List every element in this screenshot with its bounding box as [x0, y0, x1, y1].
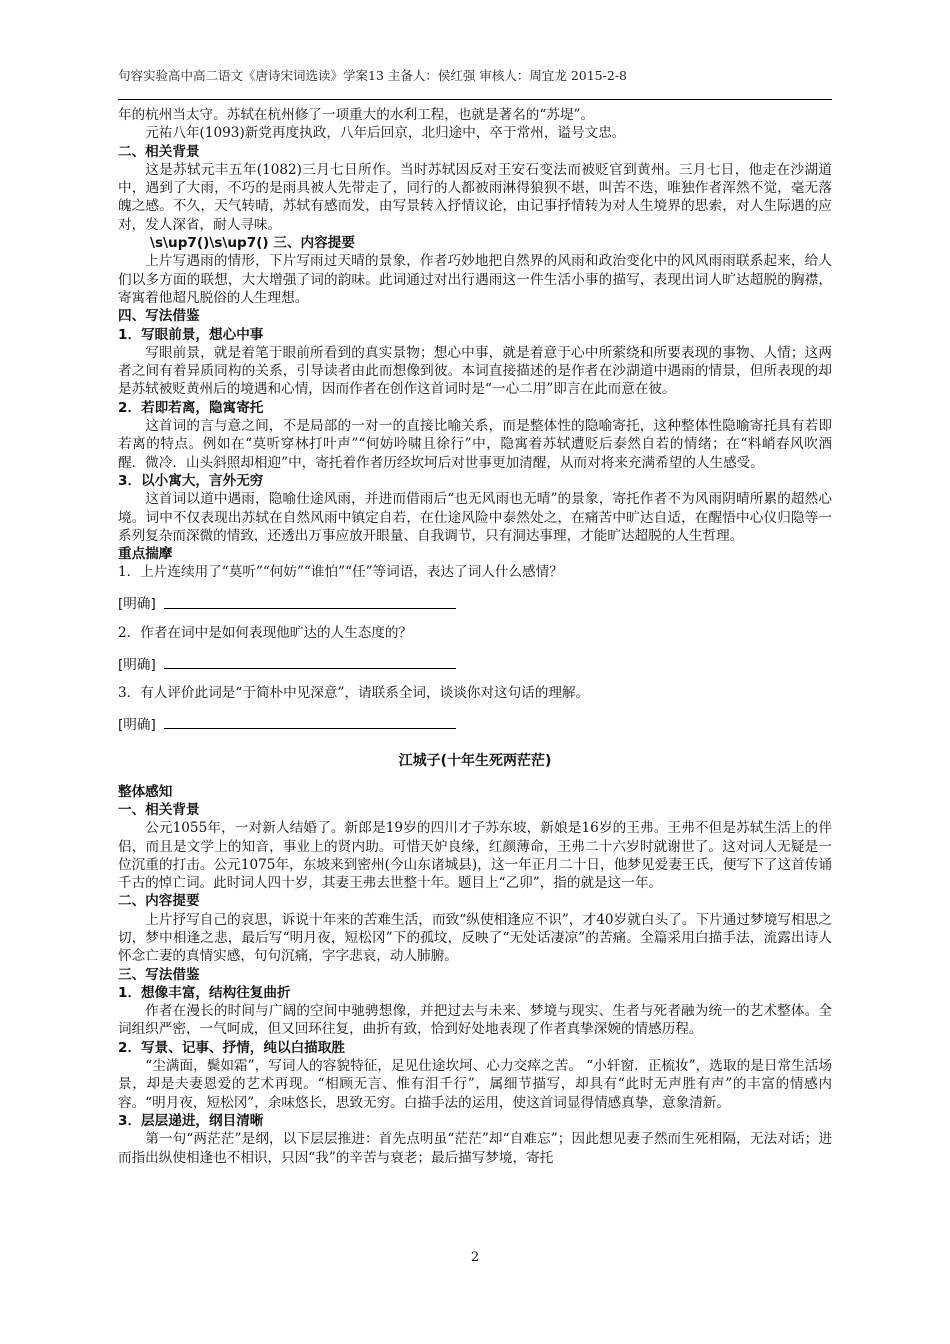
answer-label: [明确]	[118, 656, 156, 673]
paragraph: 元祐八年(1093)新党再度执政，八年后回京，北归途中，卒于常州，谥号文忠。	[145, 125, 626, 142]
poem-title: 江城子(十年生死两茫茫)	[398, 753, 552, 770]
paragraph: 公元1055年，一对新人结婚了。新郎是19岁的四川才子苏东坡，新娘是16岁的王弗。王弗不但是苏轼生活上的伴侣，而且是文学上的知音，事业上的贤内助。可惜天妒良缘，红颜薄命，王弗二十六岁时就谢世了。这对词人无疑是一位沉重的打击。公元1075年，东坡来到密州(今山东诸城县)，这一年正月二十日，他梦见爱妻王氏，便写下了这首传诵千古的悼亡词。此时词人四十岁，其妻王弗去世整十年。题目上“乙卯”，指的就是这一年。	[118, 820, 832, 892]
paragraph: 写眼前景，就是着笔于眼前所看到的真实景物；想心中事，就是着意于心中所萦绕和所要表现的事物、人情；这两者之间有着异质同构的关系，引导读者由此而想像到彼。本词直接描述的是作者在沙湖道中遇雨的情景，但所表现的却是苏轼被贬黄州后的境遇和心情，因而作者在创作这首词时是“一心二用”即言在此而意在彼。	[118, 344, 832, 398]
subsection-heading: 1．想像丰富，结构往复曲折	[118, 984, 291, 1001]
paragraph: 上片抒写自己的哀思，诉说十年来的苦难生活，而致“纵使相逢应不识”，才40岁就白头了。下片通过梦境写相思之切，梦中相逢之悲，最后写“明月夜，短松冈”下的孤坟，反映了“无处话凄凉”的苦痛。全篇采用白描手法，流露出诗人怀念亡妻的真情实感，句句沉痛，字字悲哀，动人肺腑。	[118, 911, 832, 965]
paragraph: 上片写遇雨的情形，下片写雨过天晴的景象，作者巧妙地把自然界的风雨和政治变化中的风风雨雨联系起来，给人们以多方面的联想，大大增强了词的韵味。此词通过对出行遇雨这一件生活小事的描写，表现出词人旷达超脱的胸襟，寄寓着他超凡脱俗的人生理想。	[118, 253, 832, 306]
section-heading: 四、写法借鉴	[118, 308, 200, 325]
subsection-heading: 2．若即若离，隐寓寄托	[118, 399, 264, 416]
paragraph: 这首词以道中遇雨，隐喻仕途风雨，并进而借雨后“也无风雨也无晴”的景象，寄托作者不为风雨阴晴所累的超然心境。词中不仅表现出苏轼在自然风雨中镇定自若，在仕途风险中泰然处之，在痛苦中旷达自适，在醒悟中心仪归隐等一系列复杂而深微的情致，还透出万事应放开眼量、自我调节，只有洞达事理，才能旷达超脱的人生哲理。	[118, 491, 832, 544]
subsection-heading: 3．以小寓大，言外无穷	[118, 472, 264, 489]
section-heading: \s\up7()\s\up7() 三、内容提要	[150, 235, 355, 252]
paragraph: 第一句“两茫茫”是纲，以下层层推进：首先点明虽“茫茫”却“自难忘”；因此想见妻子然而生死相隔，无法对话；进而指出纵使相逢也不相识，只因“我”的辛苦与衰老；最后描写梦境，寄托	[118, 1131, 832, 1166]
answer-blank[interactable]	[164, 727, 456, 729]
answer-row	[118, 592, 832, 614]
subsection-heading: 2．写景、记事、抒情，纯以白描取胜	[118, 1039, 345, 1056]
subsection-heading: 3．层层递进，纲目清晰	[118, 1112, 264, 1129]
section-heading: 一、相关背景	[118, 801, 200, 818]
section-heading: 整体感知	[118, 783, 173, 800]
answer-label: [明确]	[118, 717, 156, 734]
paragraph: 年的杭州当太守。苏轼在杭州修了一项重大的水利工程，也就是著名的“苏堤”。	[118, 107, 595, 123]
header-rule	[118, 99, 832, 100]
section-heading: 三、写法借鉴	[118, 966, 200, 983]
section-heading: 二、相关背景	[118, 143, 200, 160]
subsection-heading: 1．写眼前景，想心中事	[118, 326, 264, 343]
answer-label: [明确]	[118, 596, 156, 613]
answer-blank[interactable]	[164, 667, 456, 669]
question: 1．上片连续用了“莫听”“何妨”“谁怕”“任”等词语，表达了词人什么感情？	[118, 564, 563, 581]
answer-row	[118, 652, 832, 674]
section-heading: 重点揣摩	[118, 546, 173, 563]
page-header: 句容实验高中高二语文《唐诗宋词选读》学案13 主备人：侯红强 审核人：周宜龙 2015-2-8	[118, 68, 627, 83]
paragraph: 这是苏轼元丰五年(1082)三月七日所作。当时苏轼因反对王安石变法而被贬官到黄州。三月七日，他走在沙湖道中，遇到了大雨，不巧的是雨具被人先带走了，同行的人都被雨淋得狼狈不堪，叫苦不迭，唯独作者浑然不觉，毫无落魄之感。不久，天气转晴，苏轼有感而发，由写景转入抒情议论，由记事抒情转为对人生境界的思索，对人生际遇的应对，发人深省，耐人寻味。	[118, 161, 832, 233]
answer-blank[interactable]	[164, 607, 456, 609]
paragraph: “尘满面，鬓如霜”，写词人的容貌特征，足见仕途坎坷、心力交瘁之苦。 “小轩窗．正梳妆”，选取的是日常生活场景，却是夫妻恩爱的艺术再现。“相顾无言、惟有泪千行”，属细节描写，却具有“此时无声胜有声”的丰富的情感内容。“明月夜，短松冈”，余味悠长，思致无穷。白描手法的运用，使这首词显得情感真挚，意象清新。	[118, 1058, 832, 1111]
answer-row	[118, 712, 832, 734]
document-body	[118, 106, 832, 1167]
page-number: 2	[470, 1250, 480, 1265]
paragraph: 这首词的言与意之间，不是局部的一对一的直接比喻关系，而是整体性的隐喻寄托，这种整体性隐喻寄托具有若即若离的特点。例如在“莫听穿林打叶声”“何妨吟啸且徐行”中，隐寓着苏轼遭贬后泰然自若的情绪；在“料峭春风吹酒醒．微冷．山头斜照却相迎”中，寄托着作者历经坎坷后对世事更加清醒，从而对将来充满希望的人生感受。	[118, 418, 832, 471]
section-heading: 二、内容提要	[118, 893, 200, 910]
question: 3．有人评价此词是“于简朴中见深意”，请联系全词，谈谈你对这句话的理解。	[118, 685, 590, 702]
question: 2．作者在词中是如何表现他旷达的人生态度的？	[118, 624, 413, 641]
paragraph: 作者在漫长的时间与广阔的空间中驰骋想像，并把过去与未来、梦境与现实、生者与死者融为统一的艺术整体。全词组织严密，一气呵成，但又回环往复，曲折有致，恰到好处地表现了作者真挚深婉的情感历程。	[118, 1003, 832, 1038]
